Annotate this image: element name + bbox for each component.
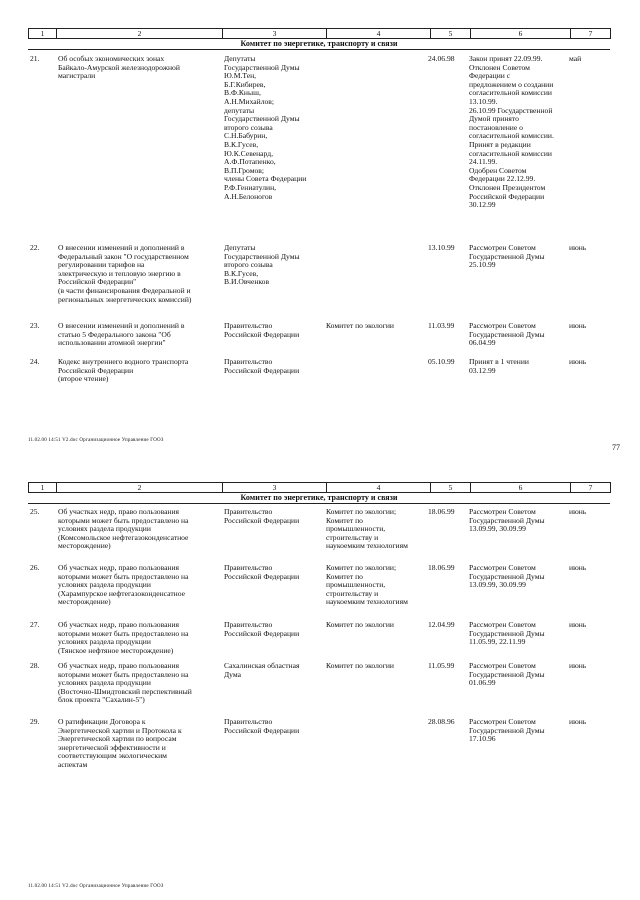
row-number: 29. [30, 717, 40, 726]
status: Рассмотрен Советом Государственной Думы 13.09.99, 30.09.99 [469, 563, 545, 590]
col-number: 1 [29, 483, 57, 493]
date: 24.06.98 [428, 54, 455, 63]
row-number: 22. [30, 243, 40, 252]
status: Рассмотрен Советом Государственной Думы 25.10.99 [469, 243, 545, 270]
date: 05.10.99 [428, 357, 455, 366]
month: июнь [569, 717, 587, 726]
initiator: Правительство Российской Федерации [224, 507, 300, 525]
row-number: 28. [30, 661, 40, 670]
col-number: 6 [471, 29, 571, 39]
page-number: 77 [612, 443, 620, 452]
month: июнь [569, 357, 587, 366]
bill-title: Об участках недр, право пользования которыми может быть предоставлено на условиях раздела продукции (Комсомольское нефтегазоконденсатное месторождение) [58, 507, 189, 551]
status: Рассмотрен Советом Государственной Думы 13.09.99, 30.09.99 [469, 507, 545, 534]
bill-title: Об участках недр, право пользования которыми может быть предоставлено на условиях раздела продукции (Тянское нефтяное месторождение) [58, 620, 189, 655]
month: май [569, 54, 582, 63]
bill-title: О внесении изменений и дополнений в статью 5 Федерального закона "Об использовании атомной энергии" [58, 321, 185, 348]
col-number: 2 [57, 483, 223, 493]
bill-title: О внесении изменений и дополнений в Федеральный закон "О государственном регулировании тарифов на электрическую и тепловую энергию в Российской Федерации" (в части финансирования Федеральной и региональных энергетических комиссий) [58, 243, 192, 304]
month: июнь [569, 243, 587, 252]
section-title: Комитет по энергетике, транспорту и связи [28, 39, 610, 50]
bill-title: Об участках недр, право пользования которыми может быть предоставлено на условиях раздела продукции (Восточно-Шмидтовский перспективный блок проекта "Сахалин-5") [58, 661, 192, 705]
col-number: 3 [223, 483, 327, 493]
date: 18.06.99 [428, 563, 455, 572]
co-committee: Комитет по экологии [326, 321, 394, 330]
row-number: 27. [30, 620, 40, 629]
status: Рассмотрен Советом Государственной Думы 06.04.99 [469, 321, 545, 348]
status: Принят в 1 чтении 03.12.99 [469, 357, 529, 375]
col-number: 7 [571, 483, 611, 493]
row-number: 25. [30, 507, 40, 516]
initiator: Сахалинская областная Дума [224, 661, 300, 679]
co-committee: Комитет по экологии [326, 661, 394, 670]
initiator: Правительство Российской Федерации [224, 321, 300, 339]
month: июнь [569, 321, 587, 330]
initiator: Депутаты Государственной Думы второго созыва В.К.Гусев, В.И.Овченков [224, 243, 300, 287]
column-number-header-1 [28, 28, 611, 39]
col-number: 5 [431, 483, 471, 493]
initiator: Депутаты Государственной Думы Ю.М.Тен, Б.Г.Кибирев, В.Ф.Кныш, А.Н.Михайлов; депутаты Государственной Думы второго созыва С.Н.Бабурин, В.К.Гусев, Ю.К.Севенард, А.Ф.Потапенко, В.П.Громов; члены Совета Федерации Р.Ф.Гениатулин, А.Н.Белоногов [224, 54, 307, 201]
status: Рассмотрен Советом Государственной Думы 17.10.96 [469, 717, 545, 744]
page-footer: 11.02.00 14:51 V2.doc Организационное Управление ГООЗ [28, 884, 164, 889]
col-number: 1 [29, 29, 57, 39]
date: 13.10.99 [428, 243, 455, 252]
month: июнь [569, 620, 587, 629]
row-number: 23. [30, 321, 40, 330]
co-committee: Комитет по экологии; Комитет по промышленности, строительству и наукоемким технологиям [326, 563, 408, 607]
bill-title: Об участках недр, право пользования которыми может быть предоставлено на условиях раздела продукции (Харампурское нефтегазоконденсатное месторождение) [58, 563, 189, 607]
month: июнь [569, 661, 587, 670]
date: 11.03.99 [428, 321, 455, 330]
page-footer: 11.02.00 14:51 V2.doc Организационное Управление ГООЗ [28, 438, 164, 443]
col-number: 5 [431, 29, 471, 39]
date: 18.06.99 [428, 507, 455, 516]
row-number: 24. [30, 357, 40, 366]
bill-title: О ратификации Договора к Энергетической хартии и Протокола к Энергетической хартии по вопросам энергетической эффективности и соответствующим экологическим аспектам [58, 717, 182, 769]
col-number: 4 [327, 483, 431, 493]
initiator: Правительство Российской Федерации [224, 620, 300, 638]
column-number-header-2 [28, 482, 611, 493]
status: Рассмотрен Советом Государственной Думы 11.05.99, 22.11.99 [469, 620, 545, 647]
section-title: Комитет по энергетике, транспорту и связи [28, 493, 610, 504]
status: Закон принят 22.09.99. Отклонен Советом Федерации с предложением о создании согласительной комиссии 13.10.99. 26.10.99 Государственной Думой принято постановление о согласительной комиссии. Принят в редакции согласительной комиссии 24.11.99. Одобрен Советом Федерации 22.12.99. Отклонен Президентом Российской Федерации 30.12.99 [469, 54, 554, 210]
co-committee: Комитет по экологии [326, 620, 394, 629]
bill-title: Об особых экономических зонах Байкало-Амурской железнодорожной магистрали [58, 54, 180, 81]
month: июнь [569, 507, 587, 516]
status: Рассмотрен Советом Государственной Думы 01.06.99 [469, 661, 545, 688]
col-number: 6 [471, 483, 571, 493]
date: 28.08.96 [428, 717, 455, 726]
date: 11.05.99 [428, 661, 455, 670]
col-number: 3 [223, 29, 327, 39]
row-number: 21. [30, 54, 40, 63]
initiator: Правительство Российской Федерации [224, 717, 300, 735]
initiator: Правительство Российской Федерации [224, 563, 300, 581]
date: 12.04.99 [428, 620, 455, 629]
co-committee: Комитет по экологии; Комитет по промышленности, строительству и наукоемким технологиям [326, 507, 408, 551]
bill-title: Кодекс внутреннего водного транспорта Российской Федерации (второе чтение) [58, 357, 189, 384]
col-number: 7 [571, 29, 611, 39]
initiator: Правительство Российской Федерации [224, 357, 300, 375]
col-number: 4 [327, 29, 431, 39]
col-number: 2 [57, 29, 223, 39]
month: июнь [569, 563, 587, 572]
row-number: 26. [30, 563, 40, 572]
